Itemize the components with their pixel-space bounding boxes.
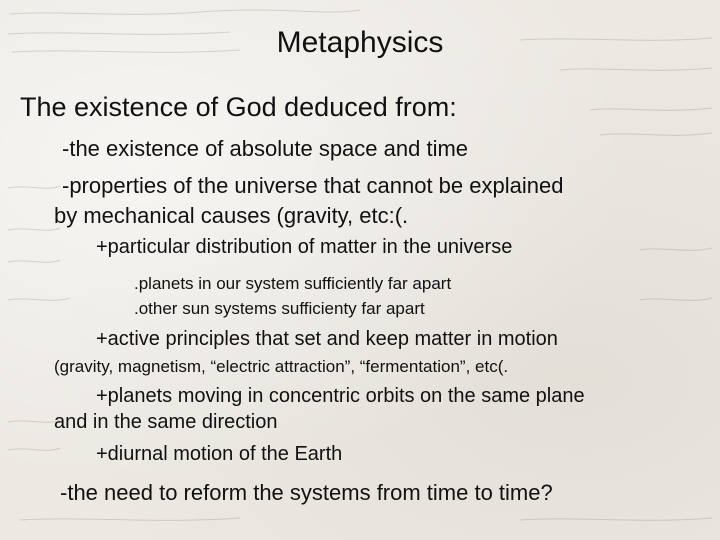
bullet-line-1: -the existence of absolute space and time: [62, 136, 469, 161]
bullet-line-6: .other sun systems sufficienty far apart: [134, 299, 425, 318]
bullet-line-4: +particular distribution of matter in the universe: [96, 236, 513, 258]
bullet-line-7: +active principles that set and keep matter in motion: [96, 328, 558, 350]
bullet-line-9: +planets moving in concentric orbits on the same plane: [96, 385, 585, 407]
bullet-line-12: -the need to reform the systems from time to time?: [60, 480, 553, 505]
bullet-line-11: +diurnal motion of the Earth: [96, 443, 343, 465]
slide-title: Metaphysics: [276, 26, 444, 59]
bullet-line-3: by mechanical causes (gravity, etc:(.: [54, 203, 409, 228]
slide-heading: The existence of God deduced from:: [20, 92, 457, 122]
bullet-line-5: .planets in our system sufficiently far apart: [134, 274, 452, 293]
bullet-line-2: -properties of the universe that cannot be explained: [62, 173, 564, 198]
bullet-line-10: and in the same direction: [54, 411, 278, 433]
bullet-line-8: (gravity, magnetism, “electric attraction”, “fermentation”, etc(.: [54, 357, 509, 376]
